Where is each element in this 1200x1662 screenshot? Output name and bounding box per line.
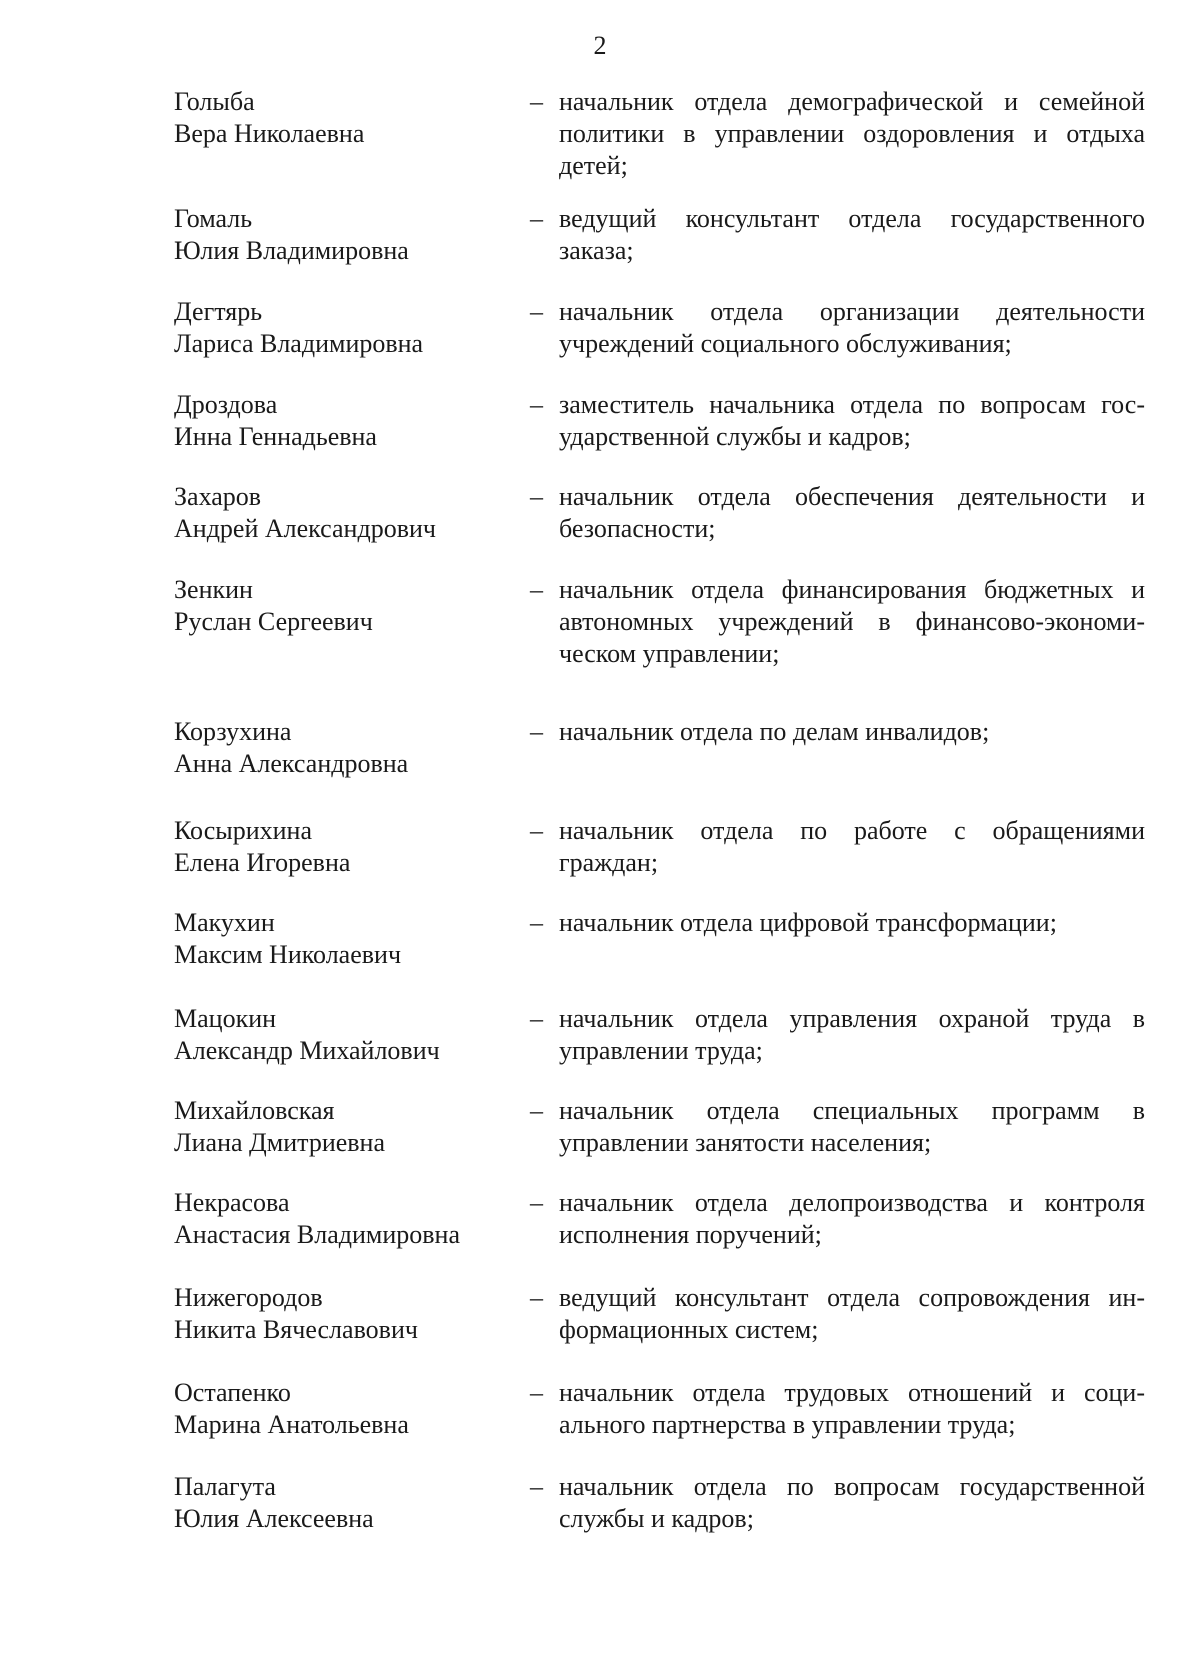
person-given-names: Никита Вячеславович: [174, 1315, 418, 1344]
entry-dash: –: [530, 1283, 543, 1312]
person-name: [174, 296, 494, 360]
person-position: начальник отдела делопроизводства и контроля исполнения поручений;: [559, 1188, 1145, 1249]
entry-dash: –: [530, 482, 543, 511]
person-position: начальник отдела специальных программ в управлении занятости населения;: [559, 1096, 1145, 1157]
person-surname: Косырихина: [174, 816, 312, 845]
person-surname: Дегтярь: [174, 297, 263, 326]
person-surname: Зенкин: [174, 575, 253, 604]
person-surname: Гомаль: [174, 204, 253, 233]
person-name: [174, 481, 494, 545]
person-position: заместитель начальника отдела по вопросам государственной службы и кадров;: [559, 390, 1145, 451]
person-position: начальник отдела трудовых отношений и социального партнерства в управлении труда;: [559, 1378, 1145, 1439]
person-surname: Нижегородов: [174, 1283, 323, 1312]
person-position: ведущий консультант отдела сопровождения информационных систем;: [559, 1283, 1145, 1344]
person-given-names: Вера Николаевна: [174, 119, 365, 148]
person-position: начальник отдела обеспечения деятельности и безопасности;: [559, 482, 1145, 543]
entry-dash: –: [530, 816, 543, 845]
person-given-names: Инна Геннадьевна: [174, 422, 377, 451]
person-surname: Михайловская: [174, 1096, 335, 1125]
person-name: [174, 86, 494, 150]
person-given-names: Юлия Владимировна: [174, 236, 409, 265]
person-name: [174, 1187, 494, 1251]
person-name: [174, 1471, 494, 1535]
person-given-names: Анна Александровна: [174, 749, 409, 778]
person-position: начальник отдела финансирования бюджетных и автономных учреждений в финансово-экономическом управлении;: [559, 575, 1145, 668]
person-given-names: Елена Игоревна: [174, 848, 351, 877]
entry-dash: –: [530, 1004, 543, 1033]
page-number: 2: [593, 31, 607, 60]
person-surname: Корзухина: [174, 717, 292, 746]
person-name: [174, 716, 494, 780]
entry-dash: –: [530, 575, 543, 604]
person-position: начальник отдела организации деятельности учреждений социального обслуживания;: [559, 297, 1145, 358]
person-position: начальник отдела цифровой трансформации;: [559, 908, 1057, 937]
person-name: [174, 815, 494, 879]
entry-dash: –: [530, 297, 543, 326]
person-position: начальник отдела демографической и семейной политики в управлении оздоровления и отдыха детей;: [559, 87, 1145, 180]
person-position: ведущий консультант отдела государственного заказа;: [559, 204, 1145, 265]
person-given-names: Лиана Дмитриевна: [174, 1128, 386, 1157]
entry-dash: –: [530, 1472, 543, 1501]
person-name: [174, 389, 494, 453]
entry-dash: –: [530, 908, 543, 937]
entry-dash: –: [530, 87, 543, 116]
entry-dash: –: [530, 717, 543, 746]
person-name: [174, 1003, 494, 1067]
entry-dash: –: [530, 204, 543, 233]
person-surname: Дроздова: [174, 390, 278, 419]
person-given-names: Юлия Алексеевна: [174, 1504, 374, 1533]
person-surname: Макухин: [174, 908, 275, 937]
entry-dash: –: [530, 1096, 543, 1125]
person-name: [174, 1377, 494, 1441]
person-surname: Палагута: [174, 1472, 276, 1501]
person-surname: Некрасова: [174, 1188, 290, 1217]
person-given-names: Максим Николаевич: [174, 940, 402, 969]
person-position: начальник отдела по делам инвалидов;: [559, 717, 990, 746]
person-surname: Мацокин: [174, 1004, 277, 1033]
person-position: начальник отдела управления охраной труда в управлении труда;: [559, 1004, 1145, 1065]
person-surname: Остапенко: [174, 1378, 291, 1407]
person-name: [174, 1095, 494, 1159]
entry-dash: –: [530, 1378, 543, 1407]
person-given-names: Руслан Сергеевич: [174, 607, 373, 636]
person-name: [174, 203, 494, 267]
person-surname: Голыба: [174, 87, 255, 116]
person-surname: Захаров: [174, 482, 262, 511]
person-name: [174, 574, 494, 638]
person-given-names: Лариса Владимировна: [174, 329, 424, 358]
person-name: [174, 907, 494, 971]
person-given-names: Андрей Александрович: [174, 514, 436, 543]
person-given-names: Анастасия Владимировна: [174, 1220, 460, 1249]
person-given-names: Александр Михайлович: [174, 1036, 440, 1065]
person-position: начальник отдела по вопросам государственной службы и кадров;: [559, 1472, 1145, 1533]
person-given-names: Марина Анатольевна: [174, 1410, 409, 1439]
entry-dash: –: [530, 390, 543, 419]
person-position: начальник отдела по работе с обращениями граждан;: [559, 816, 1145, 877]
person-name: [174, 1282, 494, 1346]
entry-dash: –: [530, 1188, 543, 1217]
